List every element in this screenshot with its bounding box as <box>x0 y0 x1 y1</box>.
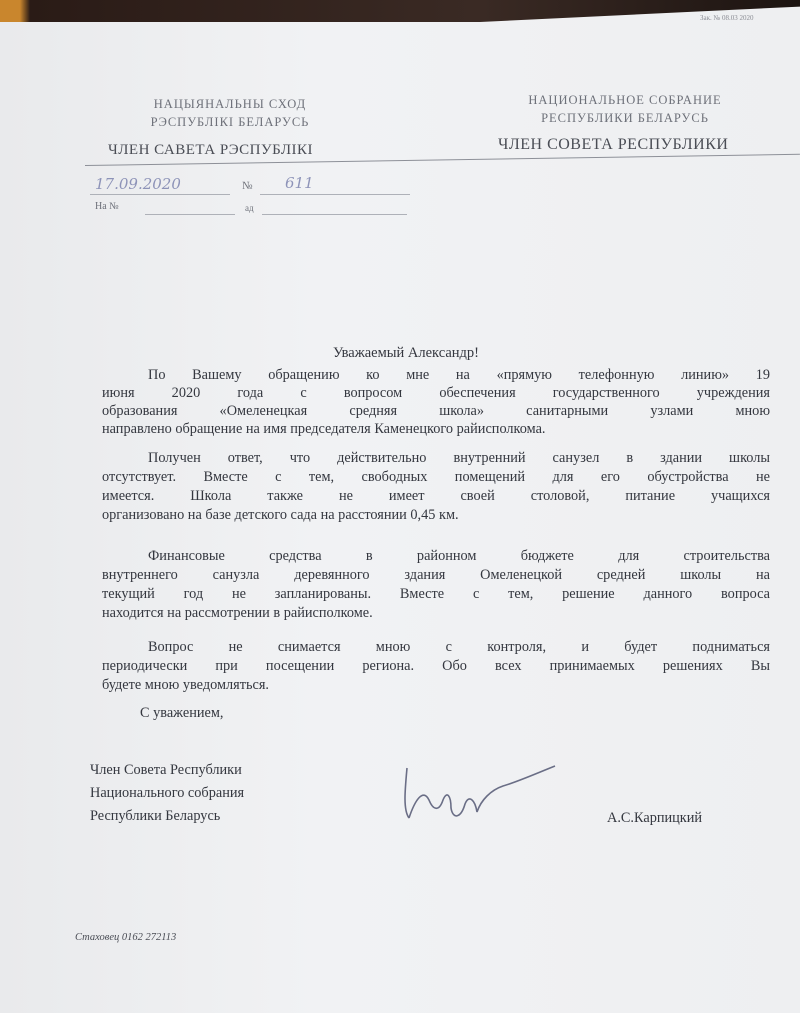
body-line: направлено обращение на имя председателя Каменецкого райисполкома. <box>102 421 546 437</box>
header-left-line2: РЭСПУБЛІКІ БЕЛАРУСЬ <box>150 115 310 129</box>
photo-background-edge <box>0 0 800 22</box>
body-line: июня 2020 года с вопросом обеспечения государственного учреждения <box>102 385 770 401</box>
signature <box>395 760 565 830</box>
from-label: ад <box>245 203 254 213</box>
body-line: образования «Омеленецкая средняя школа» санитарными узлами мною <box>102 403 770 419</box>
date-line <box>90 194 230 195</box>
from-line <box>262 214 407 215</box>
body-line: Вопрос не снимается мною с контроля, и будет подниматься <box>148 639 770 655</box>
header-left-title: ЧЛЕН САВЕТА РЭСПУБЛІКІ <box>108 142 314 158</box>
reply-line <box>145 214 235 215</box>
header-right-line2: РЕСПУБЛИКИ БЕЛАРУСЬ <box>541 111 709 125</box>
body-line: имеется. Школа также не имеет своей столовой, питание учащихся <box>102 488 770 504</box>
body-line: текущий год не запланированы. Вместе с тем, решение данного вопроса <box>102 586 770 602</box>
header-right-title: ЧЛЕН СОВЕТА РЕСПУБЛИКИ <box>498 136 729 153</box>
number-line <box>260 194 410 195</box>
body-line: периодически при посещении региона. Обо всех принимаемых решениях Вы <box>102 658 770 674</box>
body-line: По Вашему обращению ко мне на «прямую телефонную линию» 19 <box>148 367 770 383</box>
executor-note: Стаховец 0162 272113 <box>75 932 177 943</box>
header-right-line1: НАЦИОНАЛЬНОЕ СОБРАНИЕ <box>528 93 722 107</box>
closing: С уважением, <box>140 705 224 721</box>
body-line: Получен ответ, что действительно внутренний санузел в здании школы <box>148 450 770 466</box>
signatory-name: А.С.Карпицкий <box>607 810 703 826</box>
body-line: Финансовые средства в районном бюджете для строительства <box>148 548 770 564</box>
salutation: Уважаемый Александр! <box>333 345 480 361</box>
reply-label: На № <box>95 201 119 212</box>
body-line: отсутствует. Вместе с тем, свободных помещений для его обустройства не <box>102 469 770 485</box>
body-line: организовано на базе детского сада на расстоянии 0,45 км. <box>102 507 459 523</box>
body-line: внутреннего санузла деревянного здания Омеленецкой средней школы на <box>102 567 770 583</box>
registration-date: 17.09.2020 <box>95 175 181 193</box>
position-line2: Национального собрания <box>90 785 245 801</box>
header-left-line1: НАЦЫЯНАЛЬНЫ СХОД <box>153 97 307 111</box>
position-line1: Член Совета Республики <box>90 762 242 778</box>
corner-note: Зак. № 08.03 2020 <box>700 14 754 22</box>
registration-number: 611 <box>285 174 314 192</box>
number-label: № <box>242 180 253 192</box>
body-line: находится на рассмотрении в райисполкоме. <box>102 605 373 621</box>
position-line3: Республики Беларусь <box>90 808 221 824</box>
body-line: будете мною уведомляться. <box>102 677 270 693</box>
